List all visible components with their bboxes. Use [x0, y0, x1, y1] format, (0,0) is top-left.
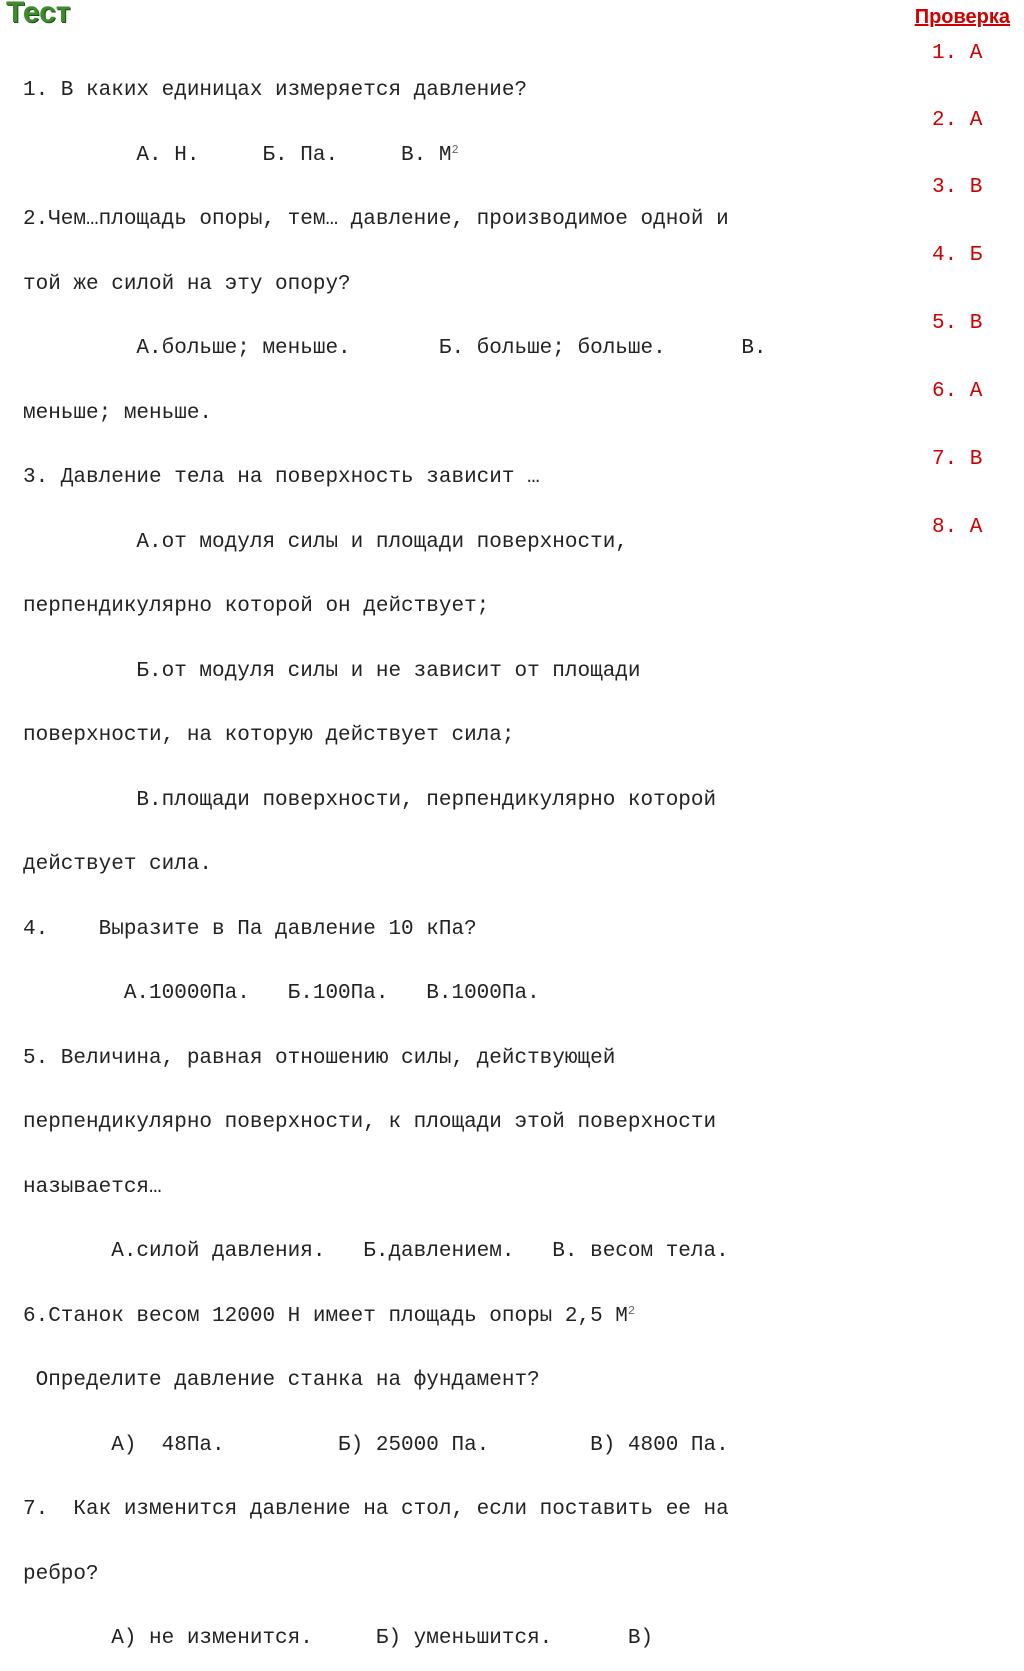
question-line: А.от модуля силы и площади поверхности,	[23, 530, 628, 554]
question-line: А.больше; меньше. Б. больше; больше. В.	[23, 337, 767, 360]
page-title: Тест	[6, 0, 71, 29]
question-line: 5. Величина, равная отношению силы, действующей	[23, 1046, 616, 1070]
question-line: 1. В каких единицах измеряется давление?	[23, 79, 528, 102]
check-link[interactable]: Проверка	[914, 6, 1010, 28]
question-line: перпендикулярно поверхности, к площади этой поверхности	[23, 1111, 717, 1134]
question-line: 4. Выразите в Па давление 10 кПа?	[23, 917, 477, 941]
question-line	[23, 1303, 923, 1328]
question-line: Определите давление станка на фундамент?	[23, 1369, 540, 1392]
answer-item: 8. А	[932, 516, 983, 539]
question-line: поверхности, на которую действует сила;	[23, 724, 515, 747]
question-line	[23, 142, 923, 167]
question-line: А.10000Па. Б.100Па. В.1000Па.	[23, 982, 540, 1005]
question-line: В.площади поверхности, перпендикулярно которой	[23, 788, 717, 812]
question-line: 2.Чем…площадь опоры, тем… давление, производимое одной и	[23, 208, 729, 231]
question-line: А) 48Па. Б) 25000 Па. В) 4800 Па.	[23, 1433, 729, 1457]
superscript: 2	[627, 1303, 636, 1318]
answer-item: 2. А	[932, 109, 983, 132]
question-line: А.силой давления. Б.давлением. В. весом тела.	[23, 1240, 729, 1263]
answer-item: 7. В	[932, 448, 983, 471]
question-line-text: 6.Станок весом 12000 Н имеет площадь опоры 2,5 М	[23, 1304, 628, 1328]
question-line: ребро?	[23, 1562, 99, 1586]
question-line: действует сила.	[23, 853, 213, 876]
answer-item: 6. А	[932, 380, 983, 403]
question-line: А) не изменится. Б) уменьшится. В)	[23, 1627, 654, 1650]
question-line: называется…	[23, 1175, 162, 1199]
answer-item: 5. В	[932, 312, 983, 335]
question-line: 7. Как изменится давление на стол, если поставить ее на	[23, 1498, 729, 1521]
superscript: 2	[451, 142, 459, 157]
answer-item: 4. Б	[932, 244, 983, 267]
question-line: той же силой на эту опору?	[23, 272, 351, 296]
answer-item: 3. В	[932, 176, 983, 199]
question-line: 3. Давление тела на поверхность зависит …	[23, 466, 540, 489]
question-line-text: А. Н. Б. Па. В. М	[23, 143, 452, 167]
question-line: Б.от модуля силы и не зависит от площади	[23, 659, 641, 683]
answer-item: 1. А	[932, 42, 983, 65]
question-line: перпендикулярно которой он действует;	[23, 595, 490, 618]
question-line: меньше; меньше.	[23, 401, 213, 425]
question-list	[23, 37, 923, 1671]
